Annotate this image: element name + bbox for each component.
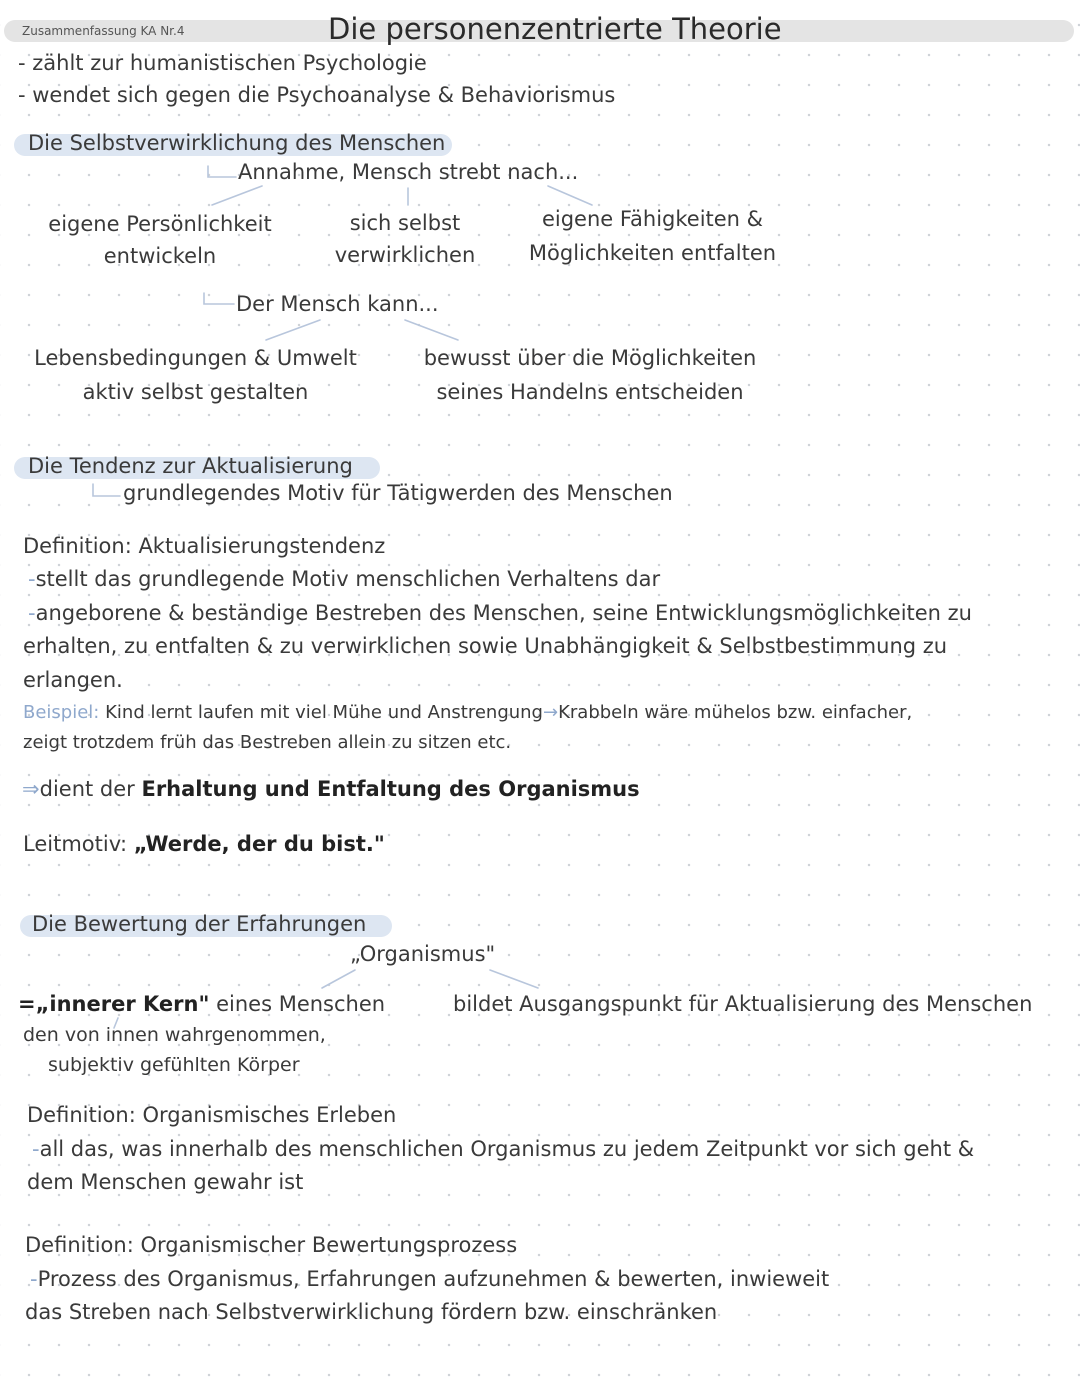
ability-2-line1: bewusst über die Möglichkeiten — [423, 346, 757, 370]
ability-1-line1: Lebensbedingungen & Umwelt — [34, 346, 357, 370]
inner-core-line: =„innerer Kern" eines Menschen — [18, 992, 386, 1016]
body-line2: subjektiv gefühlten Körper — [48, 1054, 300, 1076]
serves-line: ⇒dient der Erhaltung und Entfaltung des Organismus — [22, 777, 640, 801]
strive-3-line2: Möglichkeiten entfalten — [528, 241, 777, 265]
def-evaluation-line2: das Streben nach Selbstverwirklichung fördern bzw. einschränken — [25, 1300, 718, 1324]
organism-text: „Organismus" — [350, 942, 496, 966]
def-evaluation-line1: -Prozess des Organismus, Erfahrungen aufzunehmen & bewerten, inwieweit — [30, 1267, 830, 1291]
def-evaluation-title: Definition: Organismischer Bewertungsprozess — [25, 1233, 518, 1257]
example-line2: zeigt trotzdem früh das Bestreben allein zu sitzen etc. — [23, 732, 512, 753]
branch-arrow-icon — [322, 970, 355, 988]
page-title: Die personenzentrierte Theorie — [328, 12, 782, 46]
section2-heading: Die Tendenz zur Aktualisierung — [28, 454, 353, 478]
header-small-label: Zusammenfassung KA Nr.4 — [22, 24, 185, 38]
def-actualization-bullet2-line1: -angeborene & beständige Bestreben des Menschen, seine Entwicklungsmöglichkeiten zu — [28, 601, 972, 625]
ability-2-line2: seines Handelns entscheiden — [436, 380, 744, 404]
starting-point-text: bildet Ausgangspunkt für Aktualisierung des Menschen — [453, 992, 1033, 1016]
implies-arrow-icon: ⇒ — [22, 777, 40, 801]
strive-3-line1: eigene Fähigkeiten & — [541, 207, 764, 231]
branch-arrow-icon — [266, 320, 320, 340]
branch-arrow-icon — [548, 186, 592, 205]
hook-arrow-icon — [204, 293, 234, 304]
def-experience-line2: dem Menschen gewahr ist — [27, 1170, 304, 1194]
branch-arrow-icon — [490, 970, 538, 988]
branch-arrow-icon — [405, 320, 458, 340]
def-experience-title: Definition: Organismisches Erleben — [27, 1103, 397, 1127]
strive-1-line2: entwickeln — [103, 244, 217, 268]
hook-arrow-icon — [208, 166, 236, 177]
def-actualization-bullet1: -stellt das grundlegende Motiv menschlichen Verhaltens dar — [28, 567, 661, 591]
strive-2-line2: verwirklichen — [334, 243, 476, 267]
hook-arrow-icon — [93, 484, 120, 496]
example-line1: Beispiel: Kind lernt laufen mit viel Mühe und Anstrengung→Krabbeln wäre mühelos bzw. einfacher, — [23, 702, 913, 723]
motive-text: grundlegendes Motiv für Tätigwerden des Menschen — [123, 481, 673, 505]
leitmotiv-line: Leitmotiv: „Werde, der du bist." — [23, 832, 385, 856]
assumption-text: Annahme, Mensch strebt nach... — [238, 160, 579, 184]
can-text: Der Mensch kann... — [236, 292, 439, 316]
strive-1-line1: eigene Persönlichkeit — [48, 212, 272, 236]
body-line1: den von innen wahrgenommen, — [23, 1024, 326, 1046]
intro-line-2: - wendet sich gegen die Psychoanalyse & Behaviorismus — [18, 83, 616, 107]
def-actualization-title: Definition: Aktualisierungstendenz — [23, 534, 386, 558]
def-actualization-bullet2-line2: erhalten, zu entfalten & zu verwirklichen sowie Unabhängigkeit & Selbstbestimmung zu — [23, 634, 948, 658]
section1-heading: Die Selbstverwirklichung des Menschen — [28, 131, 446, 155]
arrow-right-icon: → — [542, 702, 559, 723]
strive-2-line1: sich selbst — [349, 211, 461, 235]
section3-heading: Die Bewertung der Erfahrungen — [32, 912, 367, 936]
def-experience-line1: -all das, was innerhalb des menschlichen Organismus zu jedem Zeitpunkt vor sich geht & — [32, 1137, 975, 1161]
intro-line-1: - zählt zur humanistischen Psychologie — [18, 51, 427, 75]
def-actualization-bullet2-line3: erlangen. — [23, 668, 123, 692]
branch-arrow-icon — [212, 186, 262, 205]
ability-1-line2: aktiv selbst gestalten — [82, 380, 309, 404]
